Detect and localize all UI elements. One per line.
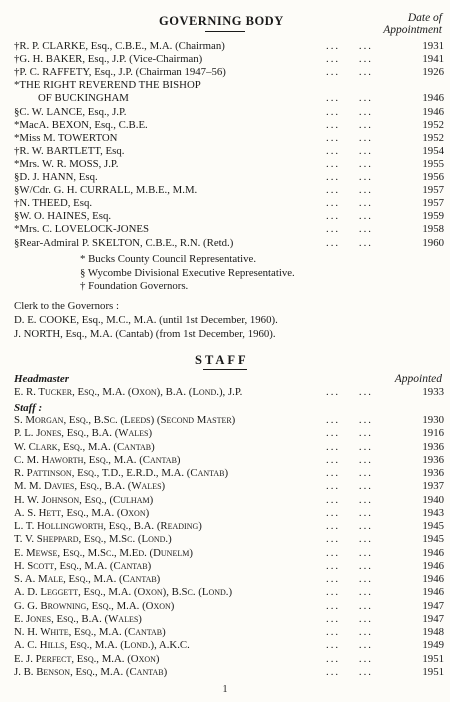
person-name: N. H. White, Esq., M.A. (Cantab) <box>14 626 166 638</box>
list-row <box>14 480 444 494</box>
list-row <box>14 467 444 481</box>
row-leader: ... ... <box>326 131 373 144</box>
person-name: E. Jones, Esq., B.A. (Wales) <box>14 612 142 625</box>
staff-title-rule <box>203 369 247 370</box>
list-row <box>14 454 444 468</box>
list-row <box>14 119 444 133</box>
person-name: S. Morgan, Esq., B.Sc. (Leeds) (Second Master) <box>14 414 236 426</box>
appointment-year: 1946 <box>422 105 444 118</box>
person-name: §C. W. LANCE, Esq., J.P. <box>14 105 127 118</box>
person-name: G. G. Browning, Esq., M.A. (Oxon) <box>14 599 175 612</box>
row-leader: ... ... <box>326 467 373 479</box>
person-name: §Rear-Admiral P. SKELTON, C.B.E., R.N. (Retd.) <box>14 236 234 249</box>
headmaster-year: 1933 <box>422 386 444 398</box>
staff-label: Staff : <box>14 402 43 414</box>
clerk-2: J. NORTH, Esq., M.A. (Cantab) (from 1st December, 1960). <box>14 327 276 340</box>
list-row <box>14 79 444 93</box>
person-name: A. D. Leggett, Esq., M.A. (Oxon), B.Sc. (Lond.) <box>14 586 233 599</box>
appointment-year: 1945 <box>422 533 444 546</box>
list-row <box>14 441 444 455</box>
row-leader: ... ... <box>326 626 373 638</box>
appointment-year: 1957 <box>422 197 444 210</box>
appointment-year: 1946 <box>422 559 444 572</box>
row-leader: ... ... <box>326 546 373 559</box>
list-row <box>14 53 444 67</box>
row-leader: ... ... <box>326 157 373 170</box>
list-row <box>14 132 444 146</box>
appointment-year: 1937 <box>422 480 444 493</box>
row-leader: ... ... <box>326 105 373 118</box>
appointment-year: 1926 <box>422 66 444 79</box>
row-leader: ... ... <box>326 639 373 652</box>
list-row <box>14 237 444 251</box>
person-name: T. V. Sheppard, Esq., M.Sc. (Lond.) <box>14 533 172 546</box>
row-leader: ... ... <box>326 612 373 625</box>
list-row <box>14 184 444 198</box>
appointment-year: 1955 <box>422 157 444 170</box>
list-row <box>14 171 444 185</box>
appointment-year: 1960 <box>422 236 444 249</box>
person-name: †N. THEED, Esq. <box>14 197 93 210</box>
row-leader: ... ... <box>326 197 373 210</box>
person-name: *Miss M. TOWERTON <box>14 131 118 144</box>
list-row <box>14 586 444 600</box>
headmaster-name: E. R. Tucker, Esq., M.A. (Oxon), B.A. (Lond.), J.P. <box>14 386 243 398</box>
appointment-year: 1946 <box>422 546 444 559</box>
row-leader: ... ... <box>326 493 373 506</box>
person-name: H. W. Johnson, Esq., (Culham) <box>14 493 154 506</box>
row-leader: ... ... <box>326 386 373 398</box>
list-row <box>14 653 444 667</box>
list-row <box>14 210 444 224</box>
row-leader: ... ... <box>326 599 373 612</box>
list-row <box>14 666 444 680</box>
appointed-header: Appointed <box>394 373 442 385</box>
person-name: E. Mewse, Esq., M.Sc., M.Ed. (Dunelm) <box>14 546 193 559</box>
person-name: P. L. Jones, Esq., B.A. (Wales) <box>14 427 153 440</box>
appointment-year: 1936 <box>422 440 444 453</box>
appointment-year: 1945 <box>422 520 444 532</box>
row-leader: ... ... <box>326 559 373 572</box>
list-row <box>14 66 444 80</box>
date-of-appointment-header <box>352 12 442 36</box>
row-leader: ... ... <box>326 652 373 665</box>
person-name: A. S. Hett, Esq., M.A. (Oxon) <box>14 506 150 519</box>
clerk-label: Clerk to the Governors : <box>14 300 119 312</box>
person-name: §W. O. HAINES, Esq. <box>14 210 112 223</box>
appointment-year: 1946 <box>422 586 444 599</box>
headmaster-label: Headmaster <box>14 373 69 385</box>
person-name: E. J. Perfect, Esq., M.A. (Oxon) <box>14 652 160 665</box>
list-row <box>14 158 444 172</box>
appointment-year: 1952 <box>422 131 444 144</box>
person-name: *Mrs. W. R. MOSS, J.P. <box>14 157 119 170</box>
person-name: †G. H. BAKER, Esq., J.P. (Vice-Chairman) <box>14 53 203 66</box>
row-leader: ... ... <box>326 573 373 585</box>
person-name: S. A. Male, Esq., M.A. (Cantab) <box>14 573 161 585</box>
appointment-year: 1947 <box>422 612 444 625</box>
appointment-year: 1959 <box>422 210 444 223</box>
row-leader: ... ... <box>326 171 373 183</box>
appointment-year: 1946 <box>422 573 444 585</box>
row-leader: ... ... <box>326 533 373 546</box>
person-name: L. T. Hollingworth, Esq., B.A. (Reading) <box>14 520 202 532</box>
appointment-year: 1952 <box>422 118 444 131</box>
appointment-year: 1951 <box>422 665 444 678</box>
row-leader: ... ... <box>326 586 373 599</box>
appointment-year: 1947 <box>422 599 444 612</box>
appointment-year: 1936 <box>422 467 444 479</box>
person-name: §W/Cdr. G. H. CURRALL, M.B.E., M.M. <box>14 184 198 197</box>
person-name: R. Pattinson, Esq., T.D., E.R.D., M.A. (Cantab) <box>14 467 229 479</box>
governing-title-rule <box>205 31 245 32</box>
row-leader: ... ... <box>326 236 373 249</box>
appointment-year: 1943 <box>422 506 444 519</box>
list-row <box>14 573 444 587</box>
list-row <box>14 106 444 120</box>
headmaster-row <box>14 386 444 400</box>
appointment-year: 1930 <box>422 414 444 426</box>
list-row <box>14 520 444 534</box>
list-row <box>14 197 444 211</box>
person-name: H. Scott, Esq., M.A. (Cantab) <box>14 559 152 572</box>
page-number: 1 <box>222 684 228 695</box>
row-leader: ... ... <box>326 506 373 519</box>
appointment-year: 1946 <box>422 92 444 105</box>
date-head-line-2: Appointment <box>383 24 442 36</box>
row-leader: ... ... <box>326 92 373 105</box>
legend-county: * Bucks County Council Representative. <box>80 253 257 265</box>
list-row <box>14 533 444 547</box>
legend-divisional: § Wycombe Divisional Executive Representative. <box>80 266 295 279</box>
person-name: †P. C. RAFFETY, Esq., J.P. (Chairman 1947–56) <box>14 66 226 79</box>
row-leader: ... ... <box>326 210 373 223</box>
row-leader: ... ... <box>326 480 373 493</box>
row-leader: ... ... <box>326 40 373 52</box>
row-leader: ... ... <box>326 414 373 426</box>
person-name: C. M. Haworth, Esq., M.A. (Cantab) <box>14 453 181 466</box>
person-name: J. B. Benson, Esq., M.A. (Cantab) <box>14 665 168 678</box>
person-name: *MacA. BEXON, Esq., C.B.E. <box>14 118 148 131</box>
row-leader: ... ... <box>326 53 373 66</box>
person-name: *THE RIGHT REVEREND THE BISHOP <box>14 79 201 92</box>
legend-foundation: † Foundation Governors. <box>80 280 189 292</box>
person-name: §D. J. HANN, Esq. <box>14 171 98 183</box>
person-name: W. Clark, Esq., M.A. (Cantab) <box>14 440 155 453</box>
appointment-year: 1957 <box>422 184 444 197</box>
row-leader: ... ... <box>326 520 373 532</box>
appointment-year: 1941 <box>422 53 444 66</box>
person-name: M. M. Davies, Esq., B.A. (Wales) <box>14 480 166 493</box>
list-row <box>14 560 444 574</box>
list-row <box>14 92 444 106</box>
list-row <box>14 547 444 561</box>
row-leader: ... ... <box>326 184 373 197</box>
row-leader: ... ... <box>326 453 373 466</box>
row-leader: ... ... <box>326 440 373 453</box>
row-leader: ... ... <box>326 66 373 79</box>
list-row <box>14 145 444 159</box>
list-row <box>14 414 444 428</box>
person-name: *Mrs. C. LOVELOCK-JONES <box>14 223 149 236</box>
appointment-year: 1954 <box>422 144 444 157</box>
appointment-year: 1940 <box>422 493 444 506</box>
row-leader: ... ... <box>326 144 373 157</box>
list-row <box>14 223 444 237</box>
appointment-year: 1936 <box>422 453 444 466</box>
list-row <box>14 40 444 54</box>
staff-title: STAFF <box>195 353 249 367</box>
appointment-year: 1948 <box>422 626 444 638</box>
list-row <box>14 639 444 653</box>
appointment-year: 1951 <box>422 652 444 665</box>
appointment-year: 1956 <box>422 171 444 183</box>
list-row <box>14 600 444 614</box>
row-leader: ... ... <box>326 665 373 678</box>
clerk-1: D. E. COOKE, Esq., M.C., M.A. (until 1st December, 1960). <box>14 314 278 326</box>
person-name: †R. W. BARTLETT, Esq. <box>14 144 125 157</box>
list-row <box>14 626 444 640</box>
list-row <box>14 507 444 521</box>
appointment-year: 1958 <box>422 223 444 236</box>
date-head-line-1: Date of <box>407 12 442 24</box>
list-row <box>14 613 444 627</box>
person-name: OF BUCKINGHAM <box>38 92 129 105</box>
list-row <box>14 427 444 441</box>
appointment-year: 1949 <box>422 639 444 652</box>
person-name: †R. P. CLARKE, Esq., C.B.E., M.A. (Chairman) <box>14 40 225 52</box>
list-row <box>14 494 444 508</box>
appointment-year: 1916 <box>422 427 444 440</box>
row-leader: ... ... <box>326 427 373 440</box>
governing-body-title: GOVERNING BODY <box>159 14 284 28</box>
row-leader: ... ... <box>326 223 373 236</box>
person-name: A. C. Hills, Esq., M.A. (Lond.), A.K.C. <box>14 639 190 652</box>
row-leader: ... ... <box>326 118 373 131</box>
appointment-year: 1931 <box>422 40 444 52</box>
